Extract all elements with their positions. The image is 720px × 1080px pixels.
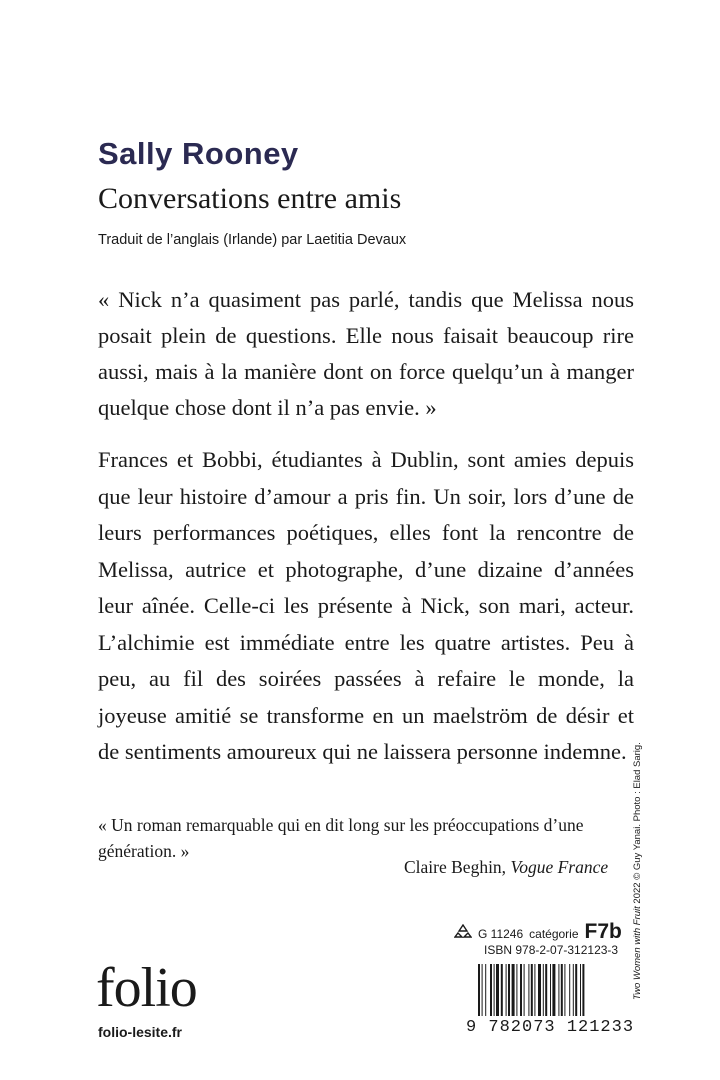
category-code: F7b: [584, 920, 622, 943]
catalog-line: [454, 920, 622, 944]
barcode-digits: 9 782073 121233: [466, 1018, 635, 1037]
cover-credit-rest: 2022 © Guy Yanai. Photo : Elad Sarig.: [632, 742, 643, 907]
barcode: [478, 964, 614, 1016]
publisher-website: folio-lesite.fr: [98, 1024, 183, 1040]
recycle-icon: [454, 924, 472, 938]
book-summary: Frances et Bobbi, étudiantes à Dublin, sont amies depuis que leur histoire d’amour a pris fin. Un soir, lors d’une de leurs performances poétiques, elles font la rencontre de Melissa, autrice et photographe, d’une dizaine d’années leur aînée. Celle-ci les présente à Nick, son mari, acteur. L’alchimie est immédiate entre les quatre artistes. Peu à peu, au fil des soirées passées à refaire le monde, la joyeuse amitié se transforme en un maelström de désir et de sentiments amoureux qui ne laissera personne indemne.: [98, 447, 634, 764]
excerpt-quote: « Nick n’a quasiment pas parlé, tandis que Melissa nous posait plein de questions. Elle nous faisait beaucoup rire aussi, mais à la manière dont on force quelqu’un à manger quelque chose dont il n’a pas envie. »: [98, 287, 634, 420]
cover-credit: [632, 742, 643, 1000]
catalog-code: G 11246: [478, 927, 524, 941]
review-publication: Vogue France: [510, 857, 609, 877]
review-critic: Claire Beghin,: [404, 857, 511, 877]
publisher-logo: folio: [96, 957, 197, 1019]
category-label: catégorie: [529, 927, 579, 941]
author-name: Sally Rooney: [98, 136, 299, 171]
cover-artwork-title: Two Women with Fruit: [632, 906, 643, 1000]
book-title: Conversations entre amis: [98, 182, 402, 215]
translator-credit: Traduit de l’anglais (Irlande) par Laetitia Devaux: [98, 232, 407, 248]
review-source: [404, 857, 608, 878]
isbn: ISBN 978-2-07-312123-3: [484, 943, 619, 957]
press-review: « Un roman remarquable qui en dit long sur les préoccupations d’une génération. »: [98, 815, 584, 861]
